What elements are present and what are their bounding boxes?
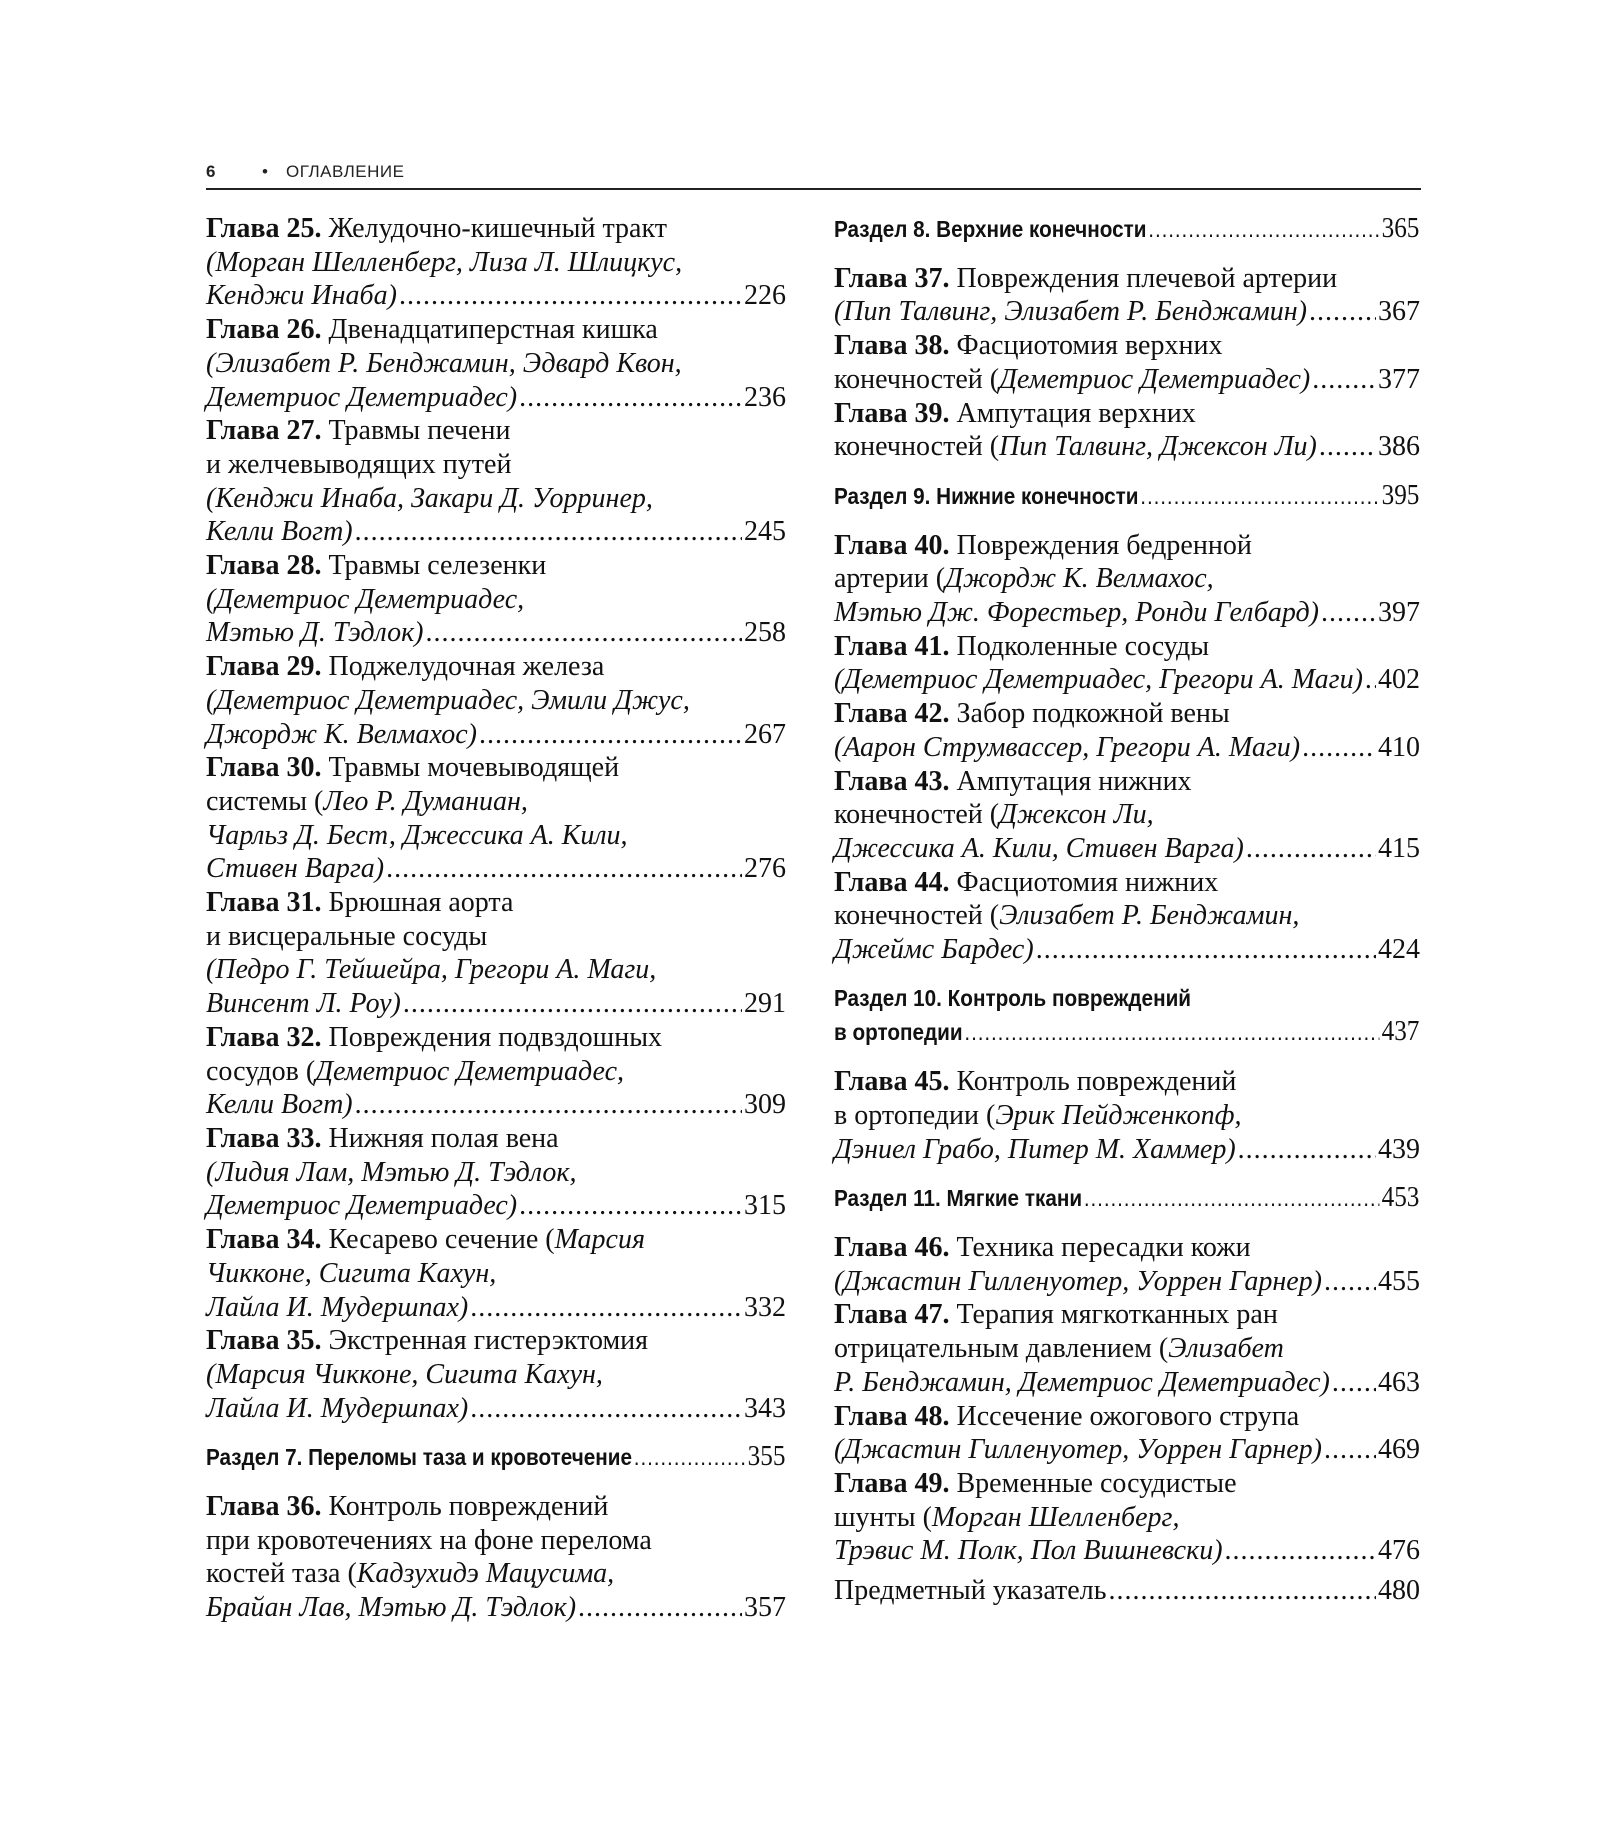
dot-leader [399,279,742,313]
dot-leader [470,1291,742,1325]
chapter-authors: Келли Вогт) [206,1089,353,1121]
toc-entry-ch40[interactable] [834,529,1420,630]
toc-entry-ch35[interactable] [206,1324,786,1425]
chapter-authors: Стивен Варга) [206,853,385,885]
page-ref: 469 [1378,1434,1420,1466]
toc-entry-ch38[interactable] [834,329,1420,396]
chapter-authors: (Кенджи Инаба, Закари Д. Уорринер, [206,482,653,514]
chapter-title: Брюшная аорта [321,887,514,919]
page-ref: 245 [744,516,786,548]
page-ref: 343 [744,1392,786,1424]
chapter-authors: (Деметриос Деметриадес, Эмили Джус, [206,684,690,716]
page-ref: 332 [744,1291,786,1323]
page-ref: 291 [744,988,786,1020]
dot-leader [1148,213,1380,247]
dot-leader [1324,1265,1376,1299]
toc-entry-ch33[interactable] [206,1122,786,1223]
chapter-title: системы ( [206,785,324,817]
chapter-authors: Элизабет [1168,1333,1284,1365]
page-ref: 357 [744,1592,786,1624]
chapter-title: Повреждения бедренной [949,529,1252,561]
chapter-title: и висцеральные сосуды [206,920,488,952]
page-ref: 476 [1378,1535,1420,1567]
dot-leader [403,987,742,1021]
dot-leader [964,1016,1379,1050]
chapter-authors: Винсент Л. Роу) [206,988,401,1020]
chapter-title: конечностей ( [834,431,1000,463]
chapter-number: Глава 34. [206,1224,322,1256]
dot-leader [426,616,742,650]
chapter-authors: (Педро Г. Тейшейра, Грегори А. Маги, [206,954,657,986]
chapter-title: Контроль повреждений [321,1491,609,1523]
page-ref: 437 [1381,1016,1420,1048]
chapter-number: Глава 27. [206,415,322,447]
chapter-authors: Лайла И. Мудершпах) [206,1392,469,1424]
chapter-authors: Джессика А. Кили, Стивен Варга) [834,832,1244,864]
dot-leader [1238,1133,1376,1167]
page-ref: 276 [744,853,786,885]
chapter-title: Травмы мочевыводящей [321,752,620,784]
chapter-authors: Эрик Пейдженкопф, [995,1099,1242,1131]
chapter-title: Фасциотомия верхних [949,330,1223,362]
toc-entry-ch37[interactable] [834,262,1420,329]
toc-section-10[interactable] [834,982,1419,1050]
page-ref: 415 [1378,832,1420,864]
toc-section-7[interactable] [206,1440,785,1475]
running-head [206,154,1421,190]
page-ref: 267 [744,718,786,750]
chapter-authors: (Джастин Гилленуотер, Уоррен Гарнер) [834,1434,1322,1466]
chapter-number: Глава 45. [834,1066,950,1098]
chapter-authors: Деметриос Деметриадес) [999,363,1311,395]
toc-entry-ch46[interactable] [834,1231,1420,1298]
page-ref: 402 [1378,664,1420,696]
chapter-title: Желудочно-кишечный тракт [321,213,667,244]
chapter-authors: Чарльз Д. Бест, Джессика А. Кили, [206,819,628,851]
page-number: 6 [206,162,216,181]
toc-entry-ch29[interactable] [206,650,786,751]
dot-leader [1324,1433,1376,1467]
chapter-title: Поджелудочная железа [321,651,605,683]
chapter-authors: Лео Р. Думаниан, [323,785,528,817]
toc-right-column [834,212,1420,1608]
chapter-number: Глава 44. [834,866,950,898]
page-ref: 455 [1378,1265,1420,1297]
page-ref: 386 [1378,431,1420,463]
chapter-number: Глава 42. [834,698,950,730]
chapter-title: Нижняя полая вена [321,1122,559,1154]
chapter-title: Ампутация нижних [949,765,1192,797]
chapter-authors: (Деметриос Деметриадес, Грегори А. Маги) [834,664,1363,696]
page-ref: 377 [1378,363,1420,395]
dot-leader [1084,1182,1380,1216]
page-ref: 365 [1381,213,1420,244]
toc-section-11[interactable] [834,1181,1419,1216]
chapter-authors: Мэтью Д. Тэдлок) [206,617,424,649]
section-title: Раздел 10. Контроль повреждений [834,984,1192,1011]
dot-leader [355,1088,742,1122]
page-ref: 355 [747,1441,786,1473]
toc-left-column [206,212,786,1625]
page-ref: 424 [1378,934,1420,966]
chapter-authors: (Джастин Гилленуотер, Уоррен Гарнер) [834,1265,1322,1297]
page-ref: 397 [1378,597,1420,629]
dot-leader [355,515,742,549]
chapter-authors: Р. Бенджамин, Деметриос Деметриадес) [834,1366,1330,1398]
chapter-title: в ортопедии ( [834,1099,996,1131]
chapter-title: отрицательным давлением ( [834,1333,1169,1365]
index-title: Предметный указатель [834,1575,1107,1607]
chapter-authors: Джеймс Бардес) [834,934,1034,966]
chapter-title: шунты ( [834,1501,932,1533]
toc-entry-ch45[interactable] [834,1065,1420,1166]
toc-entry-ch41[interactable] [834,630,1420,697]
dot-leader [386,852,742,886]
chapter-title: Фасциотомия нижних [949,866,1219,898]
chapter-title: Двенадцатиперстная кишка [321,314,658,346]
chapter-authors: Мэтью Дж. Форестьер, Ронди Гелбард) [834,597,1319,629]
chapter-authors: Джордж К. Велмахос, [945,563,1214,595]
dot-leader [1036,933,1376,967]
toc-entry-ch34[interactable] [206,1223,786,1324]
chapter-authors: Деметриос Деметриадес, [315,1055,625,1087]
chapter-number: Глава 48. [834,1400,950,1432]
chapter-authors: Марсия [554,1224,645,1256]
chapter-title: Временные сосудистые [949,1467,1237,1499]
toc-entry-ch42[interactable] [834,697,1420,764]
chapter-authors: Келли Вогт) [206,516,353,548]
chapter-number: Глава 30. [206,752,322,784]
dot-leader [578,1591,742,1625]
dot-leader [1312,363,1376,397]
dot-leader [1108,1574,1376,1608]
chapter-number: Глава 29. [206,651,322,683]
running-title: ОГЛАВЛЕНИЕ [286,162,405,181]
chapter-number: Глава 41. [834,630,950,662]
toc-entry-ch26[interactable] [206,313,786,414]
chapter-authors: Морган Шелленберг, [931,1501,1180,1533]
chapter-authors: Чикконе, Сигита Кахун, [206,1257,497,1289]
chapter-title: костей таза ( [206,1558,357,1590]
chapter-authors: Пип Талвинг, Джексон Ли) [999,431,1317,463]
chapter-number: Глава 43. [834,765,950,797]
chapter-authors: (Морган Шелленберг, Лиза Л. Шлицкус, [206,246,683,278]
chapter-title: при кровотечениях на фоне перелома [206,1524,652,1556]
chapter-number: Глава 47. [834,1299,950,1331]
page-ref: 463 [1378,1366,1420,1398]
bullet-icon: • [262,162,268,181]
section-title: Раздел 7. Переломы таза и кровотечение [206,1444,632,1471]
chapter-authors: Кенджи Инаба) [206,280,397,312]
chapter-title: конечностей ( [834,900,1000,932]
chapter-authors: Дэниел Грабо, Питер М. Хаммер) [834,1133,1236,1165]
toc-entry-ch39[interactable] [834,397,1420,464]
page-ref: 236 [744,381,786,413]
page-ref: 453 [1381,1182,1420,1214]
section-title: Раздел 8. Верхние конечности [834,216,1147,242]
toc-section-8[interactable] [834,212,1419,247]
chapter-authors: Деметриос Деметриадес) [206,381,518,413]
chapter-authors: Брайан Лав, Мэтью Д. Тэдлок) [206,1592,577,1624]
chapter-authors: Джексон Ли, [999,799,1154,831]
chapter-title: сосудов ( [206,1055,316,1087]
chapter-number: Глава 37. [834,262,950,294]
toc-entry-ch48[interactable] [834,1400,1420,1467]
toc-entry-ch47[interactable] [834,1298,1420,1399]
section-title: в ортопедии [834,1019,963,1046]
page-ref: 410 [1378,731,1420,763]
dot-leader [1140,480,1379,514]
chapter-authors: Кадзухидэ Мацусима, [356,1558,615,1590]
toc-entry-ch27[interactable] [206,414,786,549]
toc-entry-ch25[interactable] [206,212,786,313]
dot-leader [479,718,742,752]
dot-leader [634,1441,746,1475]
section-title: Раздел 11. Мягкие ткани [834,1185,1083,1212]
chapter-number: Глава 49. [834,1467,950,1499]
chapter-title: Травмы печени [321,415,511,447]
chapter-title: Контроль повреждений [949,1066,1237,1098]
dot-leader [1246,832,1376,866]
dot-leader [470,1392,742,1426]
toc-entry-ch36[interactable] [206,1490,786,1625]
section-title: Раздел 9. Нижние конечности [834,482,1139,509]
chapter-number: Глава 40. [834,529,950,561]
chapter-title: Техника пересадки кожи [949,1231,1251,1263]
chapter-title: Ампутация верхних [949,397,1196,429]
toc-entry-index[interactable] [834,1574,1420,1608]
chapter-title: и желчевыводящих путей [206,448,512,480]
page-ref: 226 [744,280,786,312]
chapter-authors: (Пип Талвинг, Элизабет Р. Бенджамин) [834,296,1307,328]
page-ref: 258 [744,617,786,649]
dot-leader [1365,663,1376,697]
chapter-title: Травмы селезенки [321,550,547,582]
chapter-title: Иссечение ожогового струпа [949,1400,1300,1432]
toc-entry-ch32[interactable] [206,1021,786,1122]
chapter-number: Глава 31. [206,887,322,919]
page-ref: 480 [1378,1575,1420,1607]
chapter-number: Глава 26. [206,314,322,346]
chapter-authors: Элизабет Р. Бенджамин, [999,900,1300,932]
chapter-number: Глава 36. [206,1491,322,1523]
chapter-authors: (Деметриос Деметриадес, [206,583,525,615]
page-ref: 439 [1378,1133,1420,1165]
chapter-title: конечностей ( [834,363,1000,395]
chapter-authors: (Марсия Чикконе, Сигита Кахун, [206,1358,603,1390]
chapter-number: Глава 46. [834,1231,950,1263]
chapter-authors: Лайла И. Мудершпах) [206,1291,469,1323]
chapter-title: Подколенные сосуды [949,630,1210,662]
chapter-authors: Деметриос Деметриадес) [206,1190,518,1222]
dot-leader [519,1189,742,1223]
dot-leader [1332,1366,1376,1400]
dot-leader [1319,430,1376,464]
chapter-number: Глава 28. [206,550,322,582]
dot-leader [1302,731,1376,765]
chapter-title: Кесарево сечение ( [321,1224,555,1256]
chapter-number: Глава 35. [206,1325,322,1357]
toc-entry-ch44[interactable] [834,866,1420,967]
toc-entry-ch49[interactable] [834,1467,1420,1568]
page-ref: 395 [1381,479,1420,511]
chapter-title: Забор подкожной вены [949,698,1230,730]
chapter-title: артерии ( [834,563,946,595]
chapter-number: Глава 38. [834,330,950,362]
chapter-title: Терапия мягкотканных ран [949,1299,1278,1331]
page-ref: 367 [1378,296,1420,328]
toc-entry-ch43[interactable] [834,765,1420,866]
dot-leader [1225,1534,1376,1568]
chapter-authors: (Аарон Струмвассер, Грегори А. Маги) [834,731,1301,763]
chapter-number: Глава 39. [834,397,950,429]
chapter-number: Глава 32. [206,1021,322,1053]
chapter-authors: Джордж К. Велмахос) [206,718,477,750]
dot-leader [1321,596,1376,630]
chapter-number: Глава 33. [206,1122,322,1154]
chapter-title: Повреждения плечевой артерии [949,262,1338,294]
chapter-title: Экстренная гистерэктомия [321,1325,649,1357]
toc-entry-ch30[interactable] [206,751,786,886]
page-ref: 309 [744,1089,786,1121]
page-ref: 315 [744,1190,786,1222]
chapter-authors: (Элизабет Р. Бенджамин, Эдвард Квон, [206,347,682,379]
chapter-number: Глава 25. [206,213,322,244]
chapter-authors: Трэвис М. Полк, Пол Вишневски) [834,1535,1223,1567]
chapter-authors: (Лидия Лам, Мэтью Д. Тэдлок, [206,1156,577,1188]
dot-leader [519,381,742,415]
toc-section-9[interactable] [834,479,1419,514]
toc-entry-ch28[interactable] [206,549,786,650]
chapter-title: конечностей ( [834,799,1000,831]
toc-entry-ch31[interactable] [206,886,786,1021]
chapter-title: Повреждения подвздошных [321,1021,663,1053]
dot-leader [1309,295,1376,329]
